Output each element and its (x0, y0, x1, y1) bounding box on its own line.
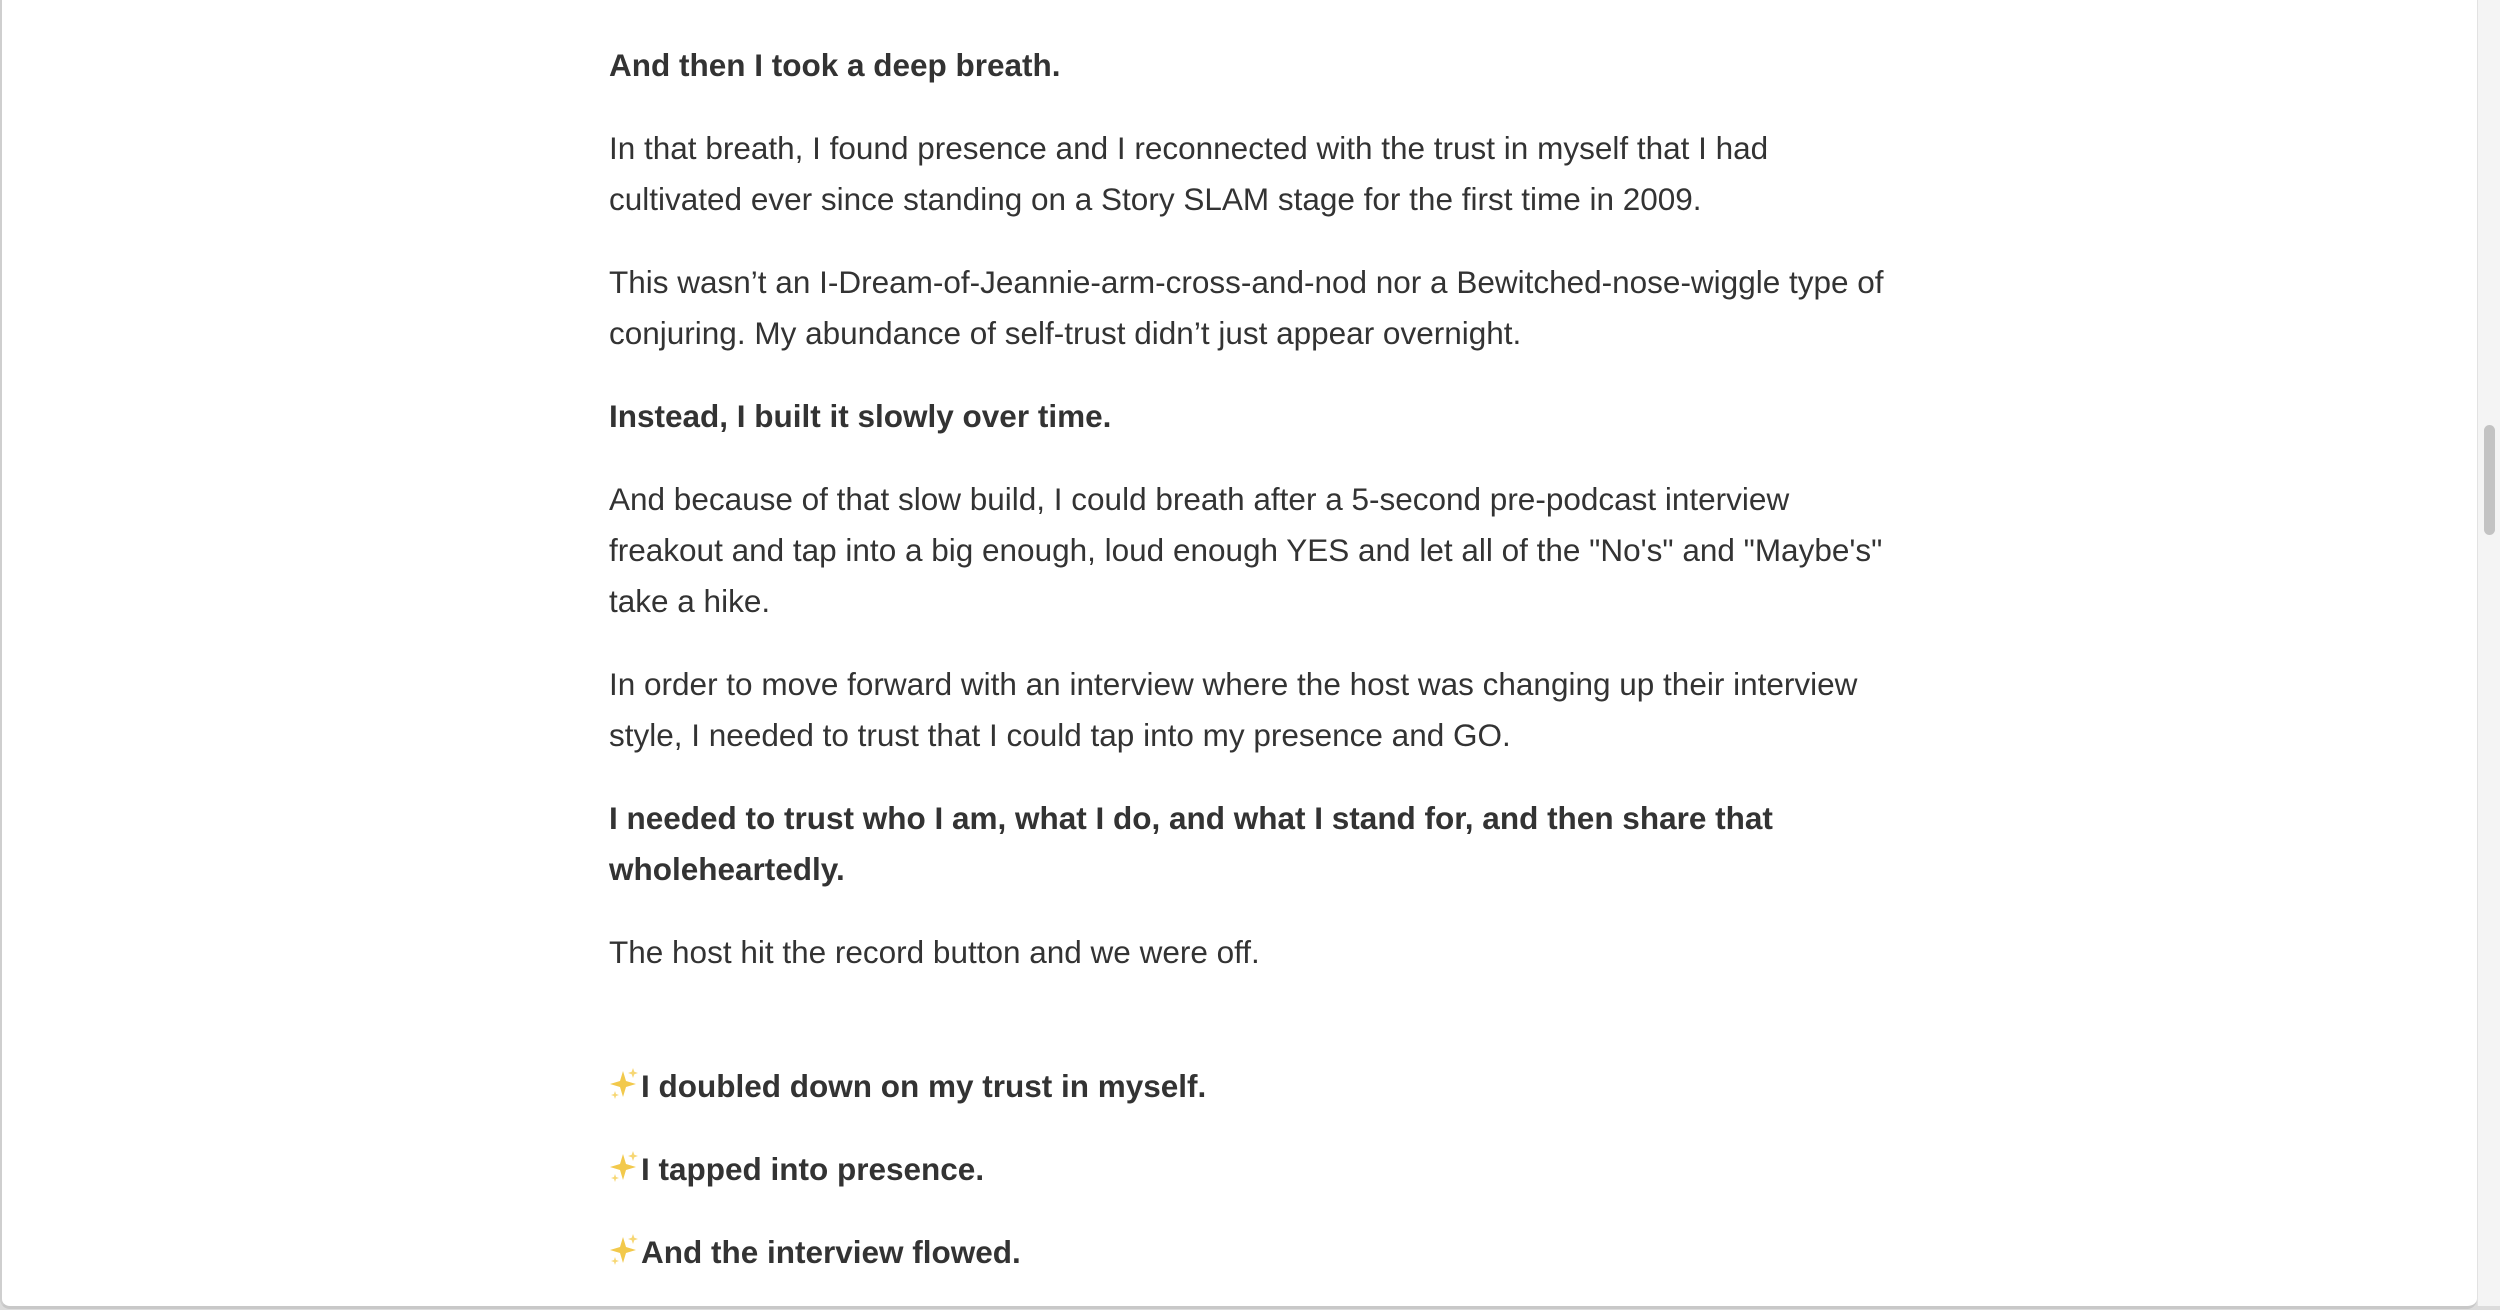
paragraph-record-button: The host hit the record button and we were off. (609, 934, 1260, 970)
empty-line (609, 1010, 1899, 1061)
paragraph-deep-breath: And then I took a deep breath. (609, 47, 1061, 83)
sparkle-item-trust (609, 1061, 1899, 1112)
sparkles-icon (609, 1233, 639, 1267)
scrollbar-thumb[interactable] (2484, 425, 2495, 535)
paragraph-conjuring: This wasn’t an I-Dream-of-Jeannie-arm-cross-and-nod nor a Bewitched-nose-wiggle type of conjuring. My abundance of self-trust didn’t just appear overnight. (609, 264, 1884, 351)
sparkle-item-presence (609, 1144, 1899, 1195)
sparkle-item-label: I tapped into presence. (641, 1151, 985, 1187)
vertical-scrollbar[interactable] (2477, 0, 2500, 1306)
sparkle-item-flowed (609, 1227, 1899, 1278)
paragraph-interview-style: In order to move forward with an interview where the host was changing up their interview style, I needed to trust that I could tap into my presence and GO. (609, 666, 1858, 753)
paragraph-slow-build: And because of that slow build, I could breath after a 5-second pre-podcast interview freakout and tap into a big enough, loud enough YES and let all of the "No's" and "Maybe's" take a hike. (609, 481, 1883, 619)
article-body (609, 40, 1899, 1309)
paragraph-trust-who-i-am: I needed to trust who I am, what I do, and what I stand for, and then share that wholeheartedly. (609, 800, 1773, 887)
sparkles-icon (609, 1067, 639, 1101)
sparkle-item-label: And the interview flowed. (641, 1234, 1021, 1270)
paragraph-built-slowly: Instead, I built it slowly over time. (609, 398, 1112, 434)
sparkles-icon (609, 1150, 639, 1184)
paragraph-presence: In that breath, I found presence and I reconnected with the trust in myself that I had cultivated ever since standing on a Story SLAM stage for the first time in 2009. (609, 130, 1769, 217)
sparkle-item-label: I doubled down on my trust in myself. (641, 1068, 1207, 1104)
